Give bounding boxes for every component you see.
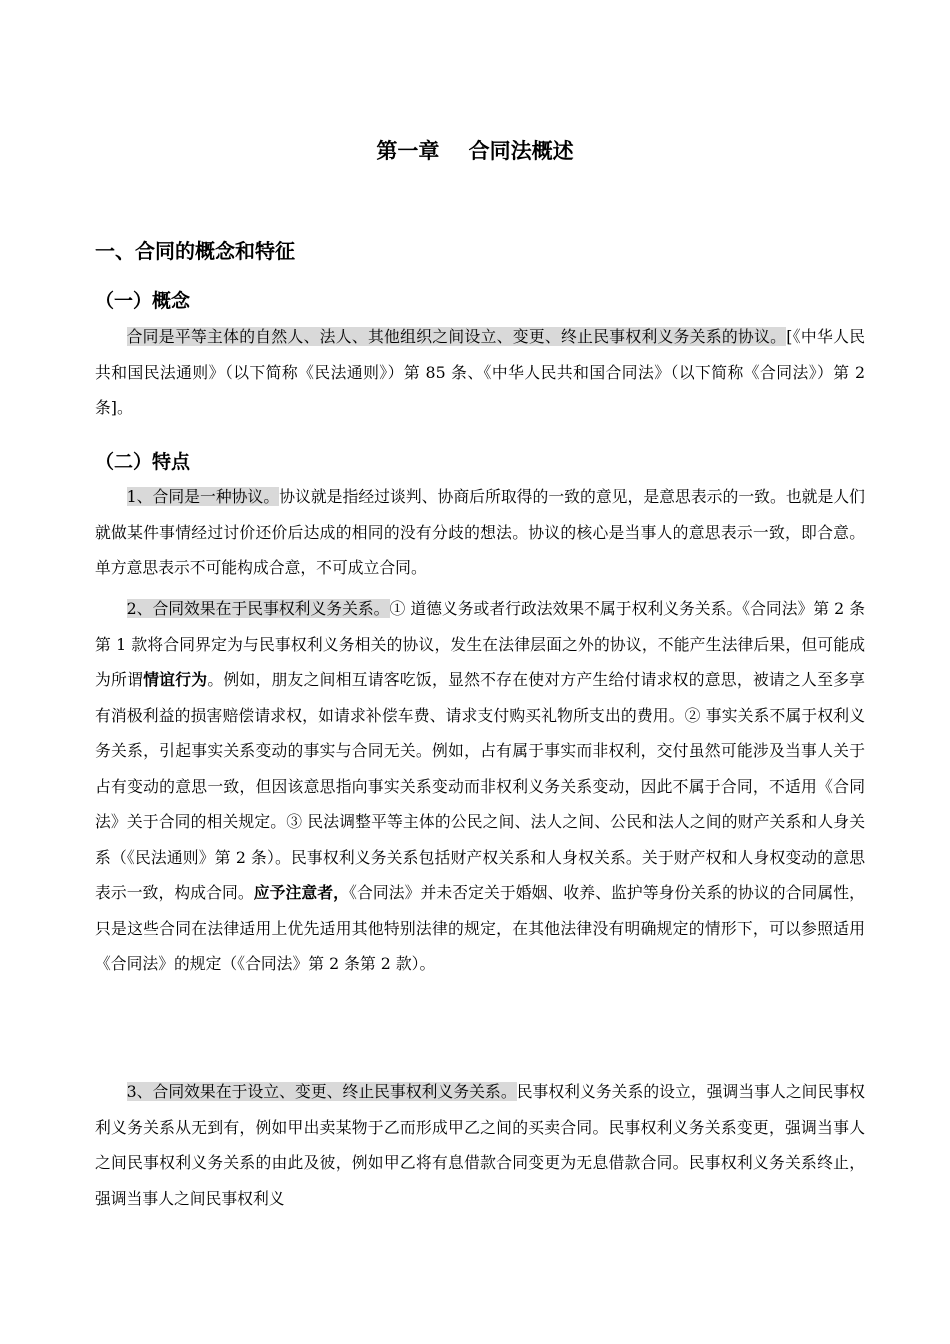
feature-1-text: 协议就是指经过谈判、协商后所取得的一致的意见，是意思表示的一致。也就是人们就做某件事情经过讨价还价后达成的相同的没有分歧的想法。协议的核心是当事人的意思表示一致，即合意。单方意思表示不可能构成合意，不可成立合同。 <box>95 487 865 577</box>
feature-1-paragraph <box>95 479 865 586</box>
concept-citation: [《中华人民共和国民法通则》（以下简称《民法通则》）第 85 条、《中华人民共和国合同法》（以下简称《合同法》）第 2 条]。 <box>95 327 865 417</box>
feature-2-text-c: 《合同法》并未否定关于婚姻、收养、监护等身份关系的协议的合同属性，只是这些合同在法律适用上优先适用其他特别法律的规定，在其他法律没有明确规定的情形下，可以参照适用《合同法》的规定（《合同法》第 2 条第 2 款）。 <box>95 883 865 973</box>
feature-2-bold-note: 应予注意者， <box>253 883 350 902</box>
concept-paragraph <box>95 319 865 426</box>
feature-3-paragraph <box>95 1074 865 1216</box>
concept-heading: （一）概念 <box>95 290 191 312</box>
concept-definition-highlight: 合同是平等主体的自然人、法人、其他组织之间设立、变更、终止民事权利义务关系的协议。 <box>126 327 787 346</box>
feature-2-text-b: 。例如，朋友之间相互请客吃饭，显然不存在使对方产生给付请求权的意思，被请之人至多享有消极利益的损害赔偿请求权，如请求补偿车费、请求支付购买礼物所支出的费用。② 事实关系不属于权利义务关系，引起事实关系变动的事实与合同无关。例如，占有属于事实而非权利，交付虽然可能涉及当事人关于占有变动的意思一致，但因该意思指向事实关系变动而非权利义务关系变动，因此不属于合同，不适用《合同法》关于合同的相关规定。③ 民法调整平等主体的公民之间、法人之间、公民和法人之间的财产关系和人身关系（《民法通则》第 2 条）。民事权利义务关系包括财产权关系和人身权关系。关于财产权和人身权变动的意思表示一致，构成合同。 <box>95 670 865 902</box>
feature-3-highlight: 3、合同效果在于设立、变更、终止民事权利义务关系。 <box>126 1082 517 1101</box>
chapter-title: 第一章 合同法概述 <box>376 139 574 163</box>
section-title: 一、合同的概念和特征 <box>95 239 295 263</box>
feature-2-bold-term: 情谊行为 <box>143 670 208 689</box>
feature-3-text: 民事权利义务关系的设立，强调当事人之间民事权利义务关系从无到有，例如甲出卖某物于乙而形成甲乙之间的买卖合同。民事权利义务关系变更，强调当事人之间民事权利义务关系的由此及彼，例如甲乙将有息借款合同变更为无息借款合同。民事权利义务关系终止，强调当事人之间民事权利义 <box>95 1082 865 1208</box>
features-heading: （二）特点 <box>95 451 191 473</box>
feature-2-highlight: 2、合同效果在于民事权利义务关系。 <box>126 599 390 618</box>
feature-1-highlight: 1、合同是一种协议。 <box>126 487 280 506</box>
feature-2-text-a: ① 道德义务或者行政法效果不属于权利义务关系。《合同法》第 2 条第 1 款将合同界定为与民事权利义务相关的协议，发生在法律层面之外的协议，不能产生法律后果，但可能成为所谓 <box>95 599 865 689</box>
feature-2-paragraph <box>95 591 865 982</box>
